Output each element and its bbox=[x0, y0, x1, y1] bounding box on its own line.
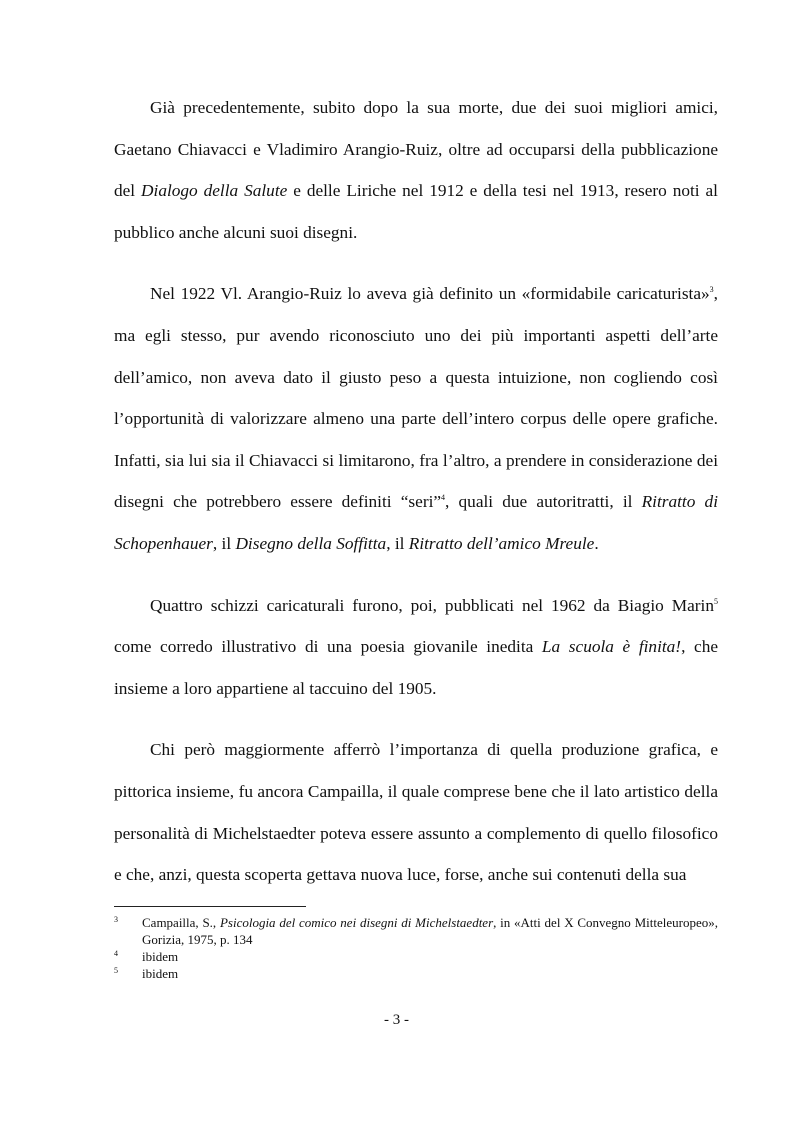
footnote-text: ibidem bbox=[142, 949, 179, 964]
footnote-ref: 5 bbox=[714, 596, 718, 606]
italic-title: Ritratto di Schopenhauer bbox=[114, 492, 718, 553]
italic-title: Dialogo della Salute bbox=[141, 181, 288, 201]
footnote-5 bbox=[114, 965, 718, 982]
paragraph-2: Nel 1922 Vl. Arangio-Ruiz lo aveva già definito un «formidabile caricaturista»$^3$, ma egli stesso, pur avendo riconosciuto uno dei più importanti aspetti dell’arte dell’amico, non aveva dato il giusto peso a questa intuizione, non cogliendo così l’opportunità di valorizzare almeno una parte dell’intero corpus delle opere grafiche. Infatti, sia lui sia il Chiavacci si limitarono, fra l’altro, a prendere in considerazione dei disegni che potrebbero essere definiti “seri”$^4$, quali due autoritratti, il Ritratto di Schopenhauer, il Disegno della Soffitta, il Ritratto dell’amico Mreule. bbox=[114, 284, 718, 553]
footnote-3 bbox=[114, 914, 718, 948]
italic-title: Psicologia del comico nei disegni di Michelstaedter bbox=[219, 915, 494, 930]
paragraph-4: Chi però maggiormente afferrò l’importanza di quella produzione grafica, e pittorica insieme, fu ancora Campailla, il quale comprese bene che il lato artistico della personalità di Michelstaedter poteva essere assunto a complemento di quello filosofico e che, anzi, questa scoperta gettava nuova luce, forse, anche sui contenuti della sua bbox=[114, 740, 718, 885]
footnote-number: 4 bbox=[114, 949, 118, 958]
page-number: - 3 - bbox=[384, 1012, 409, 1028]
paragraph-3: Quattro schizzi caricaturali furono, poi, pubblicati nel 1962 da Biagio Marin$^5$ come corredo illustrativo di una poesia giovanile inedita La scuola è finita!, che insieme a loro appartiene al taccuino del 1905. bbox=[114, 595, 719, 698]
footnote-ref: 4 bbox=[441, 493, 446, 503]
footnote-text: Campailla, S., Psicologia del comico nei disegni di Michelstaedter, in «Atti del X Convegno Mitteleuropeo», Gorizia, 1975, p. 134 bbox=[142, 915, 718, 947]
italic-title: Ritratto dell’amico Mreule bbox=[408, 533, 595, 553]
footnote-4 bbox=[114, 948, 718, 965]
body-text bbox=[114, 87, 718, 896]
footnote-number: 3 bbox=[114, 915, 118, 924]
italic-title: Disegno della Soffitta bbox=[235, 533, 387, 553]
footnote-text: ibidem bbox=[142, 966, 179, 981]
footnote-number: 5 bbox=[114, 966, 118, 975]
footnotes bbox=[114, 914, 718, 982]
footnote-separator bbox=[114, 906, 306, 907]
paragraph-1: Già precedentemente, subito dopo la sua morte, due dei suoi migliori amici, Gaetano Chiavacci e Vladimiro Arangio-Ruiz, oltre ad occuparsi della pubblicazione del Dialogo della Salute e delle Liriche nel 1912 e della tesi nel 1913, resero noti al pubblico anche alcuni suoi disegni. bbox=[114, 98, 718, 242]
footnote-ref: 3 bbox=[709, 285, 714, 295]
italic-title: La scuola è finita! bbox=[541, 637, 682, 657]
